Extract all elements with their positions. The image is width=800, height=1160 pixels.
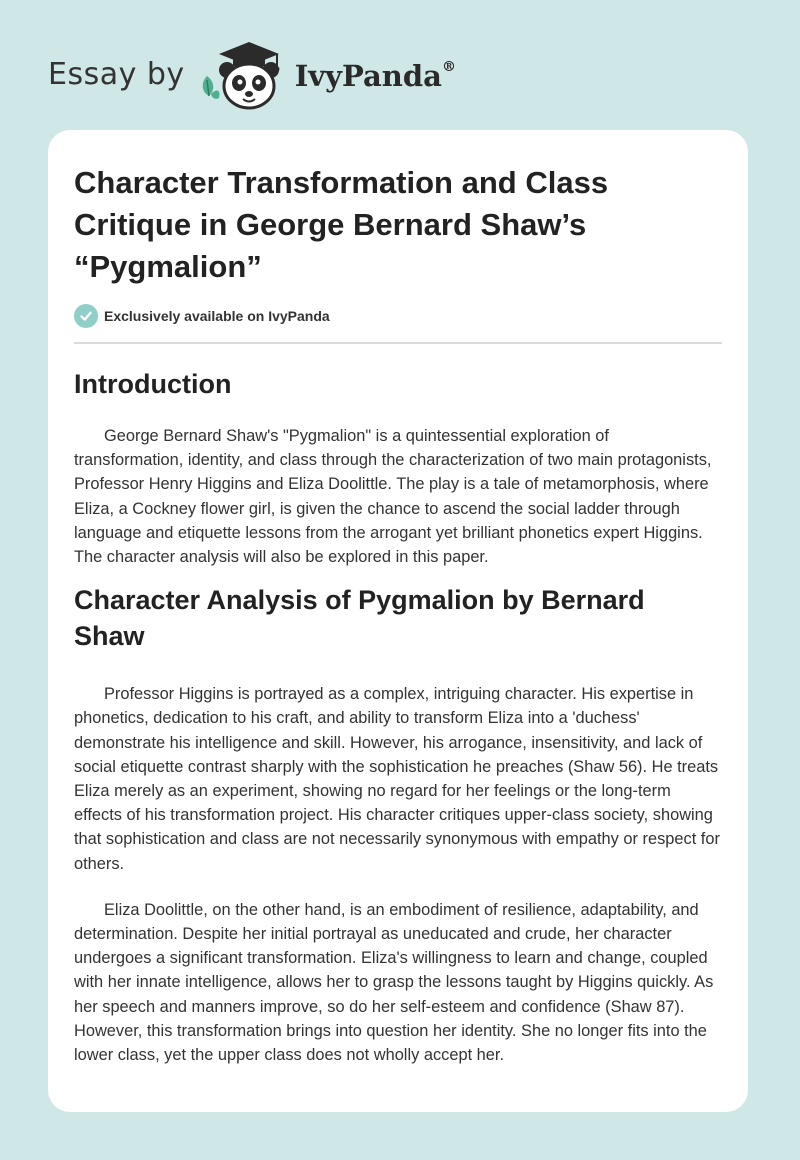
paragraph-introduction: George Bernard Shaw's "Pygmalion" is a quintessential exploration of transformation, identity, and class through the characterization of two main protagonists, Professor Henry Higgins and Eliza Doolittle. The play is a tale of metamorphosis, where Eliza, a Cockney flower girl, is given the chance to ascend the social ladder through language and etiquette lessons from the arrogant yet brilliant phonetics expert Higgins. The character analysis will also be explored in this paper. bbox=[74, 427, 712, 567]
essay-by-label: Essay by bbox=[48, 56, 185, 92]
paragraph-eliza: Eliza Doolittle, on the other hand, is an embodiment of resilience, adaptability, and determination. Despite her initial portrayal as uneducated and crude, her character undergoes a significant transformation. Eliza's willingness to learn and change, coupled with her innate intelligence, allows her to grasp the lessons taught by Higgins quickly. As her speech and manners improve, so do her self-esteem and confidence (Shaw 87). However, this transformation brings into question her identity. She no longer fits into the lower class, yet the upper class does not wholly accept her. bbox=[74, 900, 714, 1065]
registered-mark: ® bbox=[441, 59, 456, 76]
paragraph-higgins: Professor Higgins is portrayed as a complex, intriguing character. His expertise in phonetics, dedication to his craft, and ability to transform Eliza into a 'duchess' demonstrate his intelligence and skill. However, his arrogance, insensitivity, and lack of social etiquette contrast sharply with the sophistication he preaches (Shaw 56). He treats Eliza merely as an experiment, showing no regard for her feelings or the long-term effects of his transformation project. His character critiques upper-class society, showing that sophistication and class are not necessarily synonymous with empathy or respect for others. bbox=[74, 685, 720, 873]
check-badge-icon bbox=[74, 304, 98, 328]
brand-name[interactable]: IvyPanda® bbox=[294, 59, 456, 93]
exclusive-badge-text: Exclusively available on IvyPanda bbox=[104, 308, 330, 324]
exclusive-badge bbox=[74, 304, 722, 344]
section-heading-character-analysis: Character Analysis of Pygmalion by Bernard Shaw bbox=[74, 585, 645, 652]
page-title: Character Transformation and Class Critique in George Bernard Shaw’s “Pygmalion” bbox=[74, 165, 609, 284]
site-header bbox=[48, 34, 456, 114]
section-heading-introduction: Introduction bbox=[74, 369, 232, 399]
panda-logo-icon[interactable] bbox=[197, 36, 289, 112]
essay-card bbox=[48, 130, 748, 1112]
